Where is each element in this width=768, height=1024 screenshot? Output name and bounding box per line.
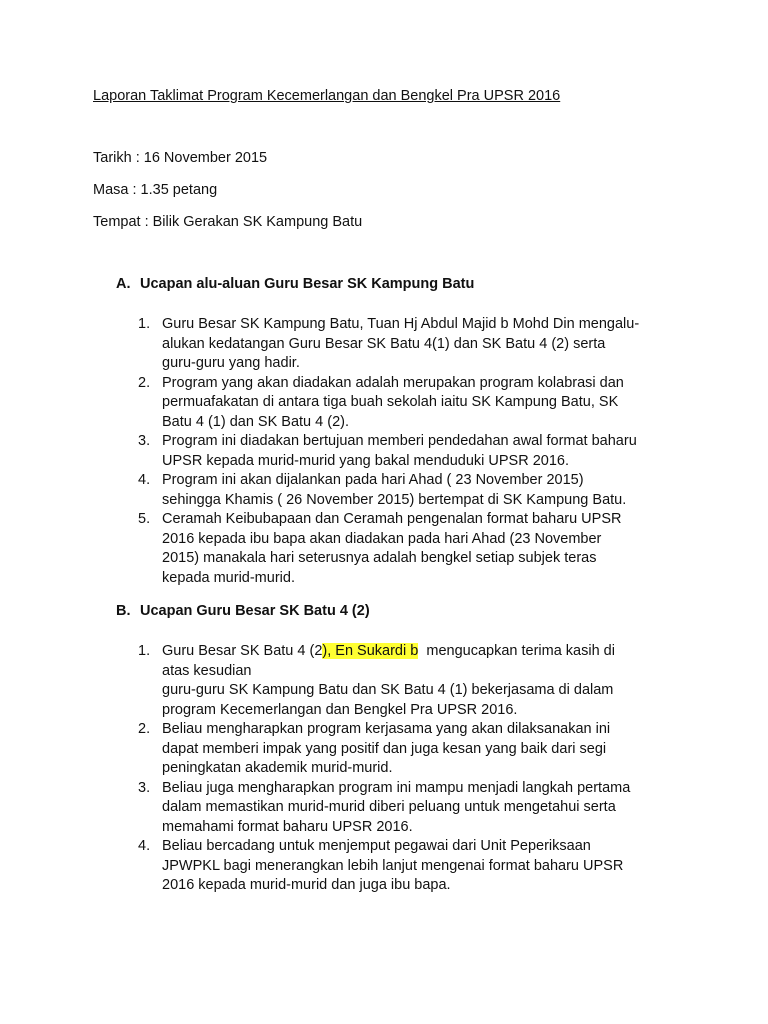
list-item [138,510,698,588]
item-line: Guru Besar SK Kampung Batu, Tuan Hj Abdul Majid b Mohd Din mengalu- [162,316,640,332]
list-item [138,374,698,433]
section-letter: B. [116,603,131,619]
item-line: dapat memberi impak yang positif dan juga kesan yang baik dari segi [162,740,607,757]
item-line: dalam memastikan murid-murid diberi peluang untuk mengetahui serta [162,799,616,815]
list-item [138,642,698,720]
item-line: alukan kedatangan Guru Besar SK Batu 4(1) dan SK Batu 4 (2) serta [162,335,606,352]
item-line: UPSR kepada murid-murid yang bakal menduduki UPSR 2016. [162,452,570,469]
item-line: guru-guru yang hadir. [162,355,300,371]
list-item [138,315,698,374]
section-a-heading [116,276,474,292]
item-number: 1. [138,643,151,659]
highlighted-text: ), En Sukardi b [322,643,419,659]
list-item [138,720,698,779]
item-line: Beliau mengharapkan program kerjasama yang akan dilaksanakan ini [162,721,611,737]
section-a-list [138,315,698,588]
item-line: Program ini diadakan bertujuan memberi pendedahan awal format baharu [162,433,637,449]
item-number: 1. [138,316,151,332]
section-title: Ucapan alu-aluan Guru Besar SK Kampung Batu [140,276,475,292]
item-line: JPWPKL bagi menerangkan lebih lanjut mengenai format baharu UPSR [162,857,624,874]
meta-place: Tempat : Bilik Gerakan SK Kampung Batu [93,214,363,230]
section-title: Ucapan Guru Besar SK Batu 4 (2) [140,603,370,619]
item-line: kepada murid-murid. [162,569,295,586]
section-letter: A. [116,276,131,292]
item-line: 2016 kepada ibu bapa akan diadakan pada hari Ahad (23 November [162,530,602,547]
section-b-list [138,642,698,896]
list-item [138,432,698,471]
item-number: 2. [138,721,151,737]
item-number: 2. [138,374,151,391]
item-number: 4. [138,838,151,854]
item-line: 2015) manakala hari seterusnya adalah bengkel setiap subjek teras [162,550,597,566]
item-line-mixed [162,642,698,662]
document-title: Laporan Taklimat Program Kecemerlangan dan Bengkel Pra UPSR 2016 [93,88,561,104]
item-line: 2016 kepada murid-murid dan juga ibu bapa. [162,877,451,893]
meta-date: Tarikh : 16 November 2015 [93,150,268,166]
meta-time: Masa : 1.35 petang [93,182,218,198]
item-line: peningkatan akademik murid-murid. [162,760,393,776]
list-item [138,779,698,838]
item-line: program Kecemerlangan dan Bengkel Pra UPSR 2016. [162,701,518,718]
item-line: atas kesudian [162,662,252,679]
item-line: Batu 4 (1) dan SK Batu 4 (2). [162,413,349,430]
item-number: 3. [138,779,151,796]
list-item [138,837,698,896]
line-text-before: Guru Besar SK Batu 4 (2 [162,643,323,659]
item-line: Program yang akan diadakan adalah merupakan program kolabrasi dan [162,374,624,391]
item-line: Program ini akan dijalankan pada hari Ahad ( 23 November 2015) [162,472,584,488]
item-number: 3. [138,433,151,449]
line-text-after: mengucapkan terima kasih di [418,643,615,659]
section-b-heading [116,603,370,619]
item-line: memahami format baharu UPSR 2016. [162,818,413,835]
item-line: permuafakatan di antara tiga buah sekolah iaitu SK Kampung Batu, SK [162,394,619,410]
item-line: Beliau bercadang untuk menjemput pegawai dari Unit Peperiksaan [162,838,591,854]
item-line: sehingga Khamis ( 26 November 2015) bertempat di SK Kampung Batu. [162,491,627,508]
item-line: Ceramah Keibubapaan dan Ceramah pengenalan format baharu UPSR [162,511,622,527]
item-line: guru-guru SK Kampung Batu dan SK Batu 4 (1) bekerjasama di dalam [162,682,614,698]
item-number: 4. [138,472,151,488]
item-number: 5. [138,511,151,527]
list-item [138,471,698,510]
item-line: Beliau juga mengharapkan program ini mampu menjadi langkah pertama [162,779,631,796]
